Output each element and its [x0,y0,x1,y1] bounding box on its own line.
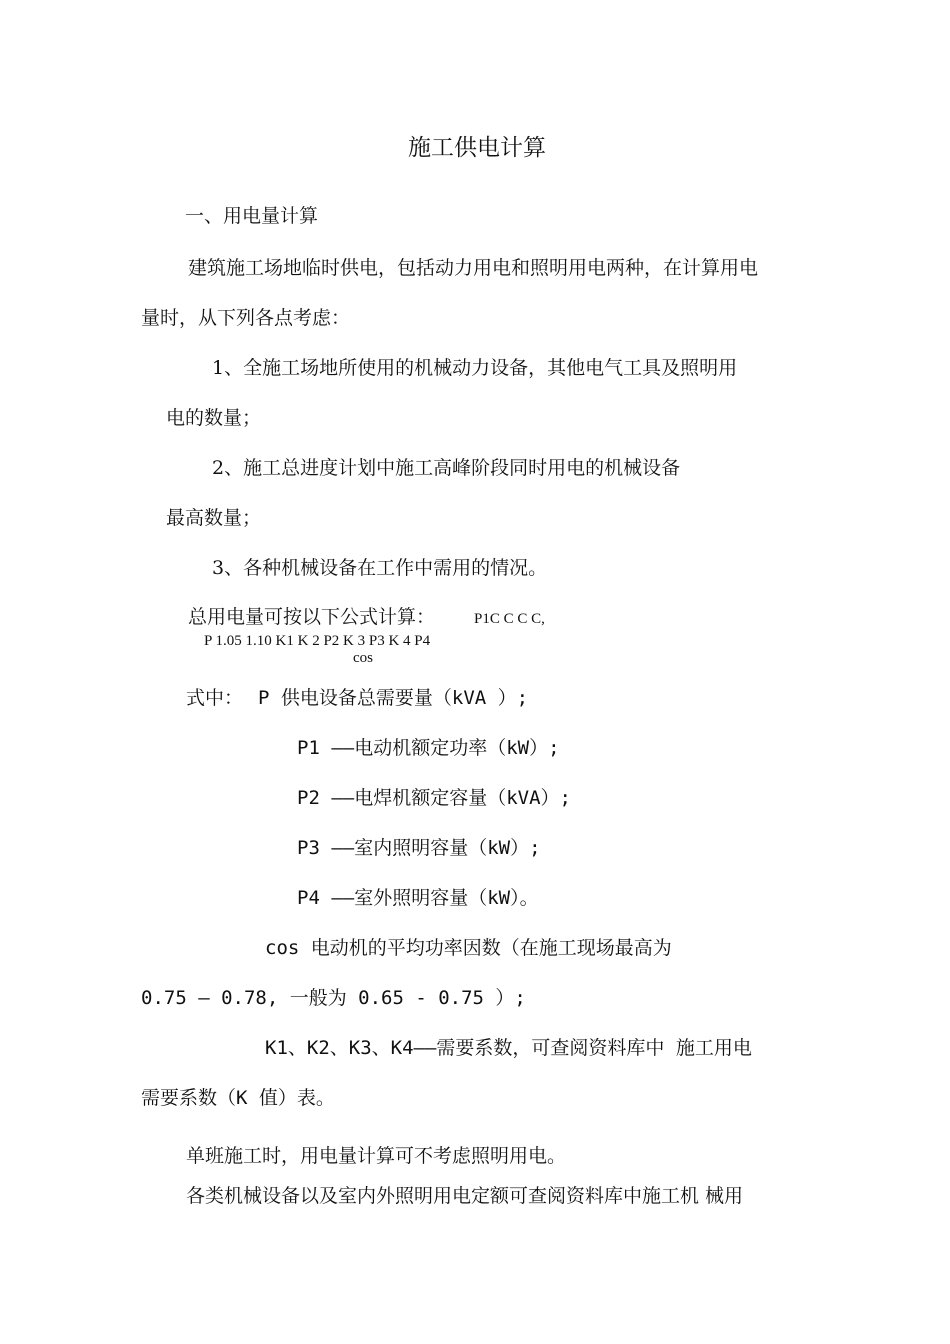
k-definition-line-2: 需要系数（K 值）表。 [141,1087,335,1109]
formula-intro: 总用电量可按以下公式计算： [188,606,436,628]
last-line: 各类机械设备以及室内外照明用电定额可查阅资料库中施工机 械用 [186,1185,744,1207]
point-3: 3、各种机械设备在工作中需用的情况。 [212,557,548,579]
formula-main: P 1.05 1.10 K1 K 2 P2 K 3 P3 K 4 P4 [204,633,431,649]
definition-p1: P1 ——电动机额定功率（kW）; [297,737,560,759]
formula-top: P1C C C C, [474,611,545,627]
point-2-line-1: 2、施工总进度计划中施工高峰阶段同时用电的机械设备 [212,457,681,479]
formula-cos: cos [353,650,373,666]
definition-p4: P4 ——室外照明容量（kW）。 [297,887,539,909]
definition-p: P 供电设备总需要量（kVA ）; [258,687,529,709]
point-1-line-2: 电的数量； [166,407,262,429]
point-2-line-2: 最高数量； [166,507,262,529]
k-definition-line-1: K1、K2、K3、K4——需要系数，可查阅资料库中 施工用电 [265,1037,752,1059]
definition-p3: P3 ——室内照明容量（kW）; [297,837,541,859]
section-heading: 一、用电量计算 [185,205,319,227]
intro-line-1: 建筑施工场地临时供电，包括动力用电和照明用电两种，在计算用电 [188,257,759,279]
where-label: 式中： [186,687,244,709]
single-shift-note: 单班施工时，用电量计算可不考虑照明用电。 [186,1145,567,1167]
intro-line-2: 量时，从下列各点考虑： [141,307,351,329]
page-title: 施工供电计算 [408,135,546,161]
point-1-line-1: 1、全施工场地所使用的机械动力设备，其他电气工具及照明用 [212,357,738,379]
definition-p2: P2 ——电焊机额定容量（kVA）; [297,787,571,809]
cos-definition-line-2: 0.75 — 0.78, 一般为 0.65 - 0.75 ）; [141,987,526,1009]
cos-definition-line-1: cos 电动机的平均功率因数（在施工现场最高为 [265,937,672,959]
